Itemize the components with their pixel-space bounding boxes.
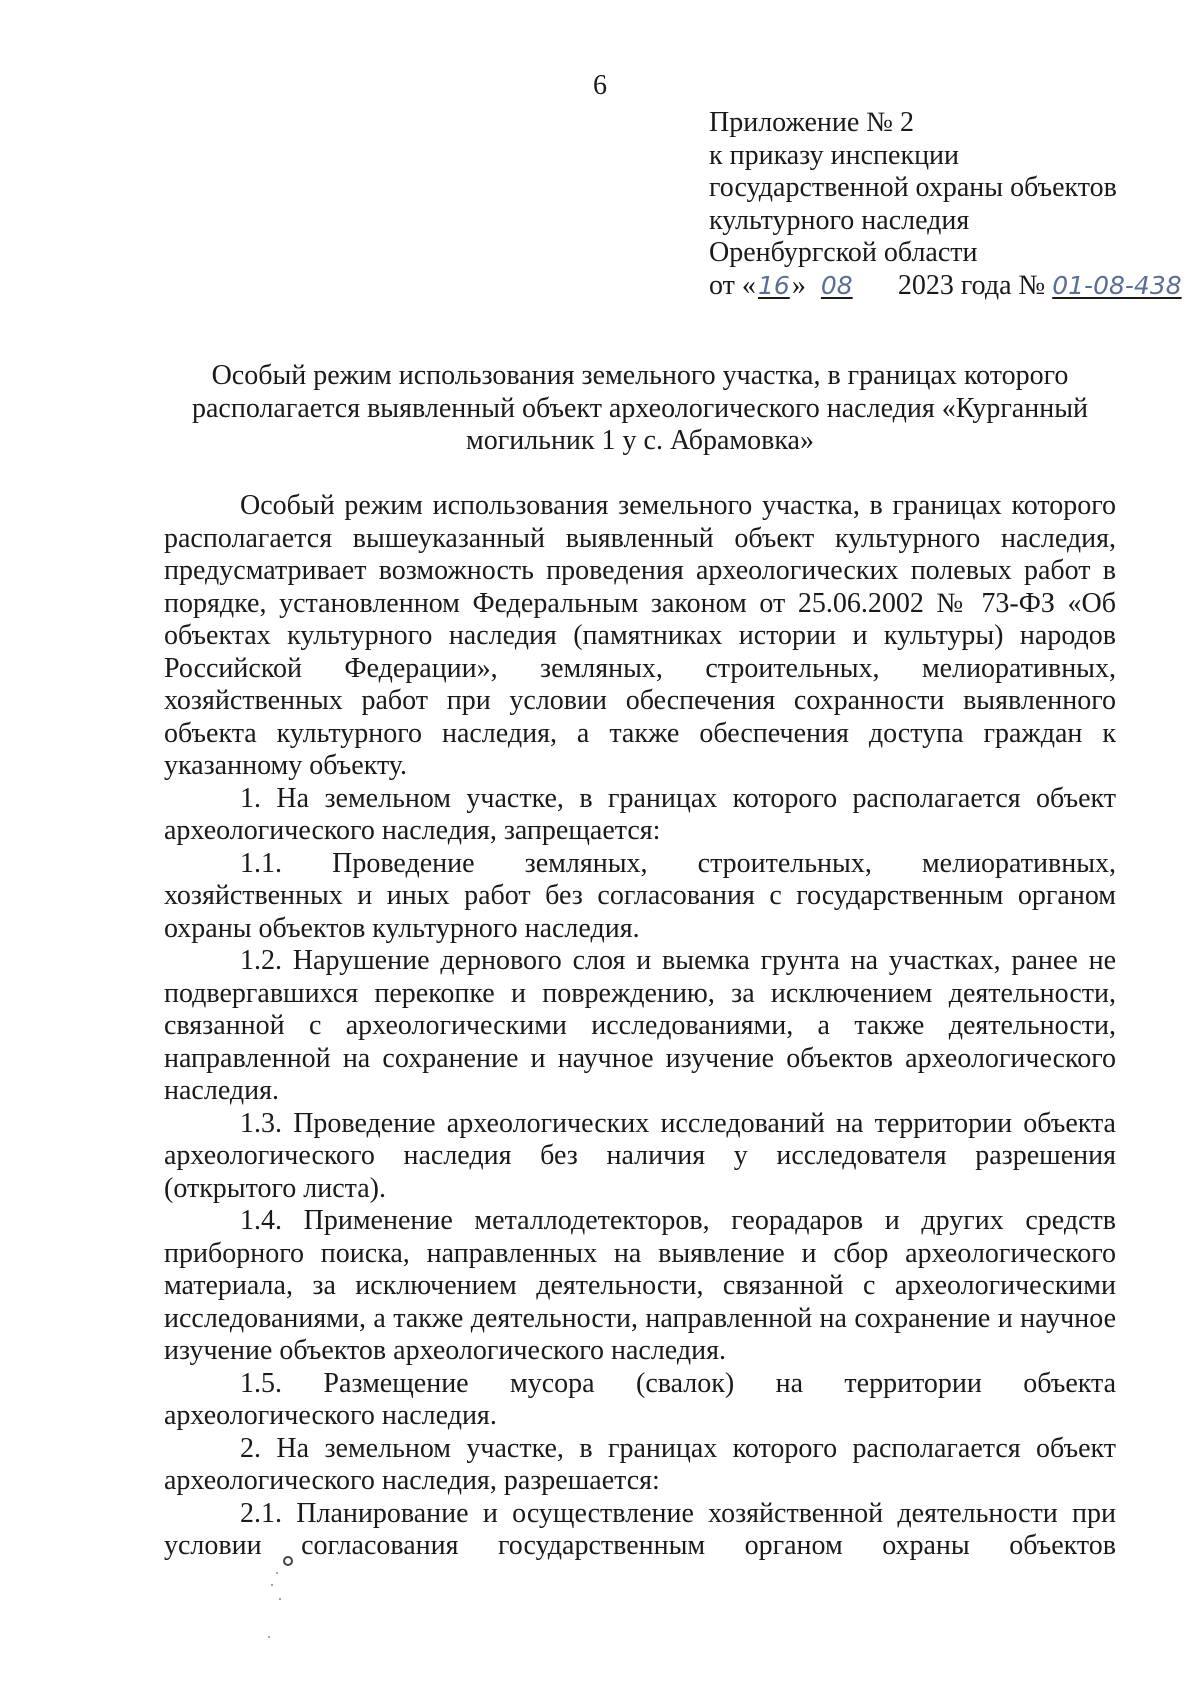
appendix-order-reference: к приказу инспекции xyxy=(709,139,960,171)
appendix-title: Приложение № 2 xyxy=(709,107,914,138)
order-number-handwritten: 01-08-438 xyxy=(1052,270,1182,300)
title-line-1: Особый режим использования земельного участка, в границах которого xyxy=(211,360,1069,391)
scan-artifact-dot xyxy=(279,1598,281,1600)
clause-2: 2. На земельном участке, в границах которого располагается объект археологического наследия, разрешается: xyxy=(164,1432,1116,1496)
clause-1-4: 1.4. Применение металлодетекторов, георадаров и других средств приборного поиска, направленных на выявление и сбор археологического материала, за исключением деятельности, связанной с археологическими исследованиями, а также деятельности, направленной на сохранение и научное изучение объектов археологического наследия. xyxy=(164,1205,1116,1366)
clause-2-1: 2.1. Планирование и осуществление хозяйственной деятельности при условии согласования государственным органом охраны объектов xyxy=(164,1497,1116,1561)
title-line-3: могильник 1 у с. Абрамовка» xyxy=(466,425,814,456)
scan-artifact-dot xyxy=(271,1584,273,1586)
order-day-handwritten: 16 xyxy=(757,270,790,300)
order-date-prefix: от « xyxy=(709,269,756,301)
scan-artifact-dot xyxy=(276,1572,278,1574)
order-month-handwritten: 08 xyxy=(820,270,853,300)
order-date-line xyxy=(709,269,1182,303)
scan-artifact-dot xyxy=(268,1636,270,1638)
clause-1-3: 1.3. Проведение археологических исследований на территории объекта археологического наследия без наличия у исследователя разрешения (открытого листа). xyxy=(164,1107,1116,1204)
order-date-separator: » xyxy=(791,269,813,301)
clause-1-5: 1.5. Размещение мусора (свалок) на территории объекта археологического наследия. xyxy=(164,1367,1116,1431)
clause-1: 1. На земельном участке, в границах которого располагается объект археологического наследия, запрещается: xyxy=(164,782,1116,846)
clause-1-2: 1.2. Нарушение дернового слоя и выемка грунта на участках, ранее не подвергавшихся перекопке и повреждению, за исключением деятельности, связанной с археологическими исследованиями, а также деятельности, направленной на сохранение и научное изучение объектов археологического наследия. xyxy=(164,945,1116,1106)
order-year-text: 2023 года № xyxy=(890,269,1053,301)
appendix-header xyxy=(709,107,1182,302)
document-body xyxy=(164,490,1116,1563)
document-title xyxy=(160,360,1120,458)
title-line-2: располагается выявленный объект археологического наследия «Курганный xyxy=(191,392,1088,424)
appendix-region: Оренбургской области xyxy=(709,237,978,268)
clause-1-1: 1.1. Проведение земляных, строительных, мелиоративных, хозяйственных и иных работ без согласования с государственным органом охраны объектов культурного наследия. xyxy=(164,847,1116,944)
appendix-authority-line-2: культурного наследия xyxy=(709,204,970,236)
appendix-authority-line: государственной охраны объектов xyxy=(709,172,1117,203)
scan-artifact-mark xyxy=(283,1556,293,1566)
page-number: 6 xyxy=(593,70,607,101)
intro-paragraph: Особый режим использования земельного участка, в границах которого располагается вышеуказанный выявленный объект культурного наследия, предусматривает возможность проведения археологических полевых работ в порядке, установленном Федеральным законом от 25.06.2002 № 73-ФЗ «Об объектах культурного наследия (памятниках истории и культуры) народов Российской Федерации», земляных, строительных, мелиоративных, хозяйственных работ при условии обеспечения сохранности выявленного объекта культурного наследия, а также обеспечения доступа граждан к указанному объекту. xyxy=(164,490,1116,781)
